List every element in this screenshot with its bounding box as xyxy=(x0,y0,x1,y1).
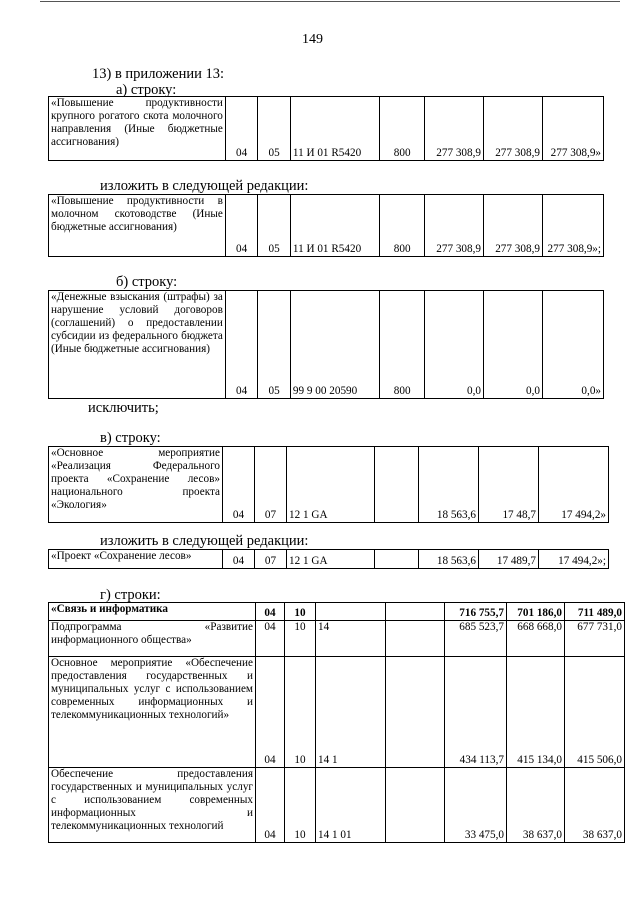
amount-1: 277 308,9 xyxy=(425,97,484,161)
amount-3: 17 494,2» xyxy=(539,447,609,523)
table-row xyxy=(49,657,625,768)
target-article-code: 14 1 01 xyxy=(316,768,386,843)
amount-3: 711 489,0 xyxy=(565,603,625,621)
section-heading: 13) в приложении 13: xyxy=(92,66,225,82)
row-description: «Проект «Сохранение лесов» xyxy=(49,550,223,569)
table-row xyxy=(49,291,604,399)
top-rule xyxy=(40,1,620,2)
row-description: Обеспечение предоставления государственных и муниципальных услуг с использованием современных информационных и телекоммуникационных технологий xyxy=(49,768,256,843)
amount-3: 17 494,2»; xyxy=(539,550,609,569)
row-description: «Повышение продуктивности в молочном скотоводстве (Иные бюджетные ассигнования) xyxy=(49,195,226,257)
table-row xyxy=(49,97,604,161)
amount-2: 277 308,9 xyxy=(484,195,543,257)
item-v-replace-label: изложить в следующей редакции: xyxy=(100,533,309,549)
amount-1: 434 113,7 xyxy=(445,657,507,768)
amount-1: 716 755,7 xyxy=(445,603,507,621)
page-number: 149 xyxy=(302,32,323,47)
amount-2: 415 134,0 xyxy=(507,657,565,768)
section-code: 04 xyxy=(223,550,255,569)
table-row xyxy=(49,447,609,523)
subsection-code: 10 xyxy=(285,621,316,657)
expense-type-code xyxy=(375,447,419,523)
row-description: «Повышение продуктивности крупного рогатого скота молочного направления (Иные бюджетные ассигнования) xyxy=(49,97,226,161)
section-code: 04 xyxy=(223,447,255,523)
amount-1: 685 523,7 xyxy=(445,621,507,657)
amount-3: 38 637,0 xyxy=(565,768,625,843)
table-row xyxy=(49,768,625,843)
section-code: 04 xyxy=(256,603,285,621)
subsection-code: 05 xyxy=(258,291,291,399)
section-code: 04 xyxy=(225,291,258,399)
table-a-original xyxy=(48,96,604,161)
target-article-code xyxy=(316,603,386,621)
amount-3: 415 506,0 xyxy=(565,657,625,768)
target-article-code: 14 1 xyxy=(316,657,386,768)
table-row xyxy=(49,550,609,569)
amount-2: 277 308,9 xyxy=(484,97,543,161)
subsection-code: 05 xyxy=(258,97,291,161)
subsection-code: 10 xyxy=(285,657,316,768)
item-v-label: в) строку: xyxy=(100,430,161,446)
expense-type-code: 800 xyxy=(380,97,425,161)
expense-type-code xyxy=(386,768,445,843)
target-article-code: 11 И 01 R5420 xyxy=(290,97,379,161)
table-row xyxy=(49,603,625,621)
subsection-code: 07 xyxy=(255,550,287,569)
item-a-label: а) строку: xyxy=(116,82,177,98)
table-row xyxy=(49,621,625,657)
item-a-replace-label: изложить в следующей редакции: xyxy=(100,178,309,194)
amount-2: 668 668,0 xyxy=(507,621,565,657)
amount-2: 701 186,0 xyxy=(507,603,565,621)
subsection-code: 10 xyxy=(285,768,316,843)
table-v-original xyxy=(48,446,609,523)
amount-3: 0,0» xyxy=(542,291,603,399)
section-code: 04 xyxy=(256,621,285,657)
amount-2: 0,0 xyxy=(484,291,543,399)
amount-1: 18 563,6 xyxy=(419,550,479,569)
section-code: 04 xyxy=(256,768,285,843)
expense-type-code xyxy=(386,603,445,621)
item-g-label: г) строки: xyxy=(100,587,161,603)
table-a-new xyxy=(48,194,604,257)
item-b-exclude-label: исключить; xyxy=(88,400,159,416)
row-description: «Связь и информатика xyxy=(49,603,256,621)
amount-1: 33 475,0 xyxy=(445,768,507,843)
amount-1: 0,0 xyxy=(425,291,484,399)
target-article-code: 14 xyxy=(316,621,386,657)
amount-2: 17 489,7 xyxy=(479,550,539,569)
expense-type-code xyxy=(386,657,445,768)
amount-3: 677 731,0 xyxy=(565,621,625,657)
section-code: 04 xyxy=(225,195,258,257)
expense-type-code: 800 xyxy=(380,195,425,257)
table-v-new xyxy=(48,549,609,569)
section-code: 04 xyxy=(225,97,258,161)
subsection-code: 05 xyxy=(258,195,291,257)
row-description: Основное мероприятие «Обеспечение предоставления государственных и муниципальных услуг с использованием современных информационных и телекоммуникационных технологий» xyxy=(49,657,256,768)
section-code: 04 xyxy=(256,657,285,768)
expense-type-code: 800 xyxy=(380,291,425,399)
amount-1: 18 563,6 xyxy=(419,447,479,523)
expense-type-code xyxy=(375,550,419,569)
table-row xyxy=(49,195,604,257)
item-b-label: б) строку: xyxy=(116,274,178,290)
amount-3: 277 308,9» xyxy=(542,97,603,161)
row-description: «Денежные взыскания (штрафы) за нарушение условий договоров (соглашений) о предоставлении субсидии из федерального бюджета (Иные бюджетные ассигнования) xyxy=(49,291,226,399)
target-article-code: 12 1 GA xyxy=(287,550,375,569)
row-description: Подпрограмма «Развитие информационного общества» xyxy=(49,621,256,657)
amount-2: 17 48,7 xyxy=(479,447,539,523)
subsection-code: 10 xyxy=(285,603,316,621)
amount-1: 277 308,9 xyxy=(425,195,484,257)
row-description: «Основное мероприятие «Реализация Федерального проекта «Сохранение лесов» национального проекта «Экология» xyxy=(49,447,223,523)
amount-3: 277 308,9»; xyxy=(542,195,603,257)
target-article-code: 11 И 01 R5420 xyxy=(290,195,379,257)
amount-2: 38 637,0 xyxy=(507,768,565,843)
target-article-code: 12 1 GA xyxy=(287,447,375,523)
table-g xyxy=(48,602,625,843)
expense-type-code xyxy=(386,621,445,657)
target-article-code: 99 9 00 20590 xyxy=(290,291,379,399)
subsection-code: 07 xyxy=(255,447,287,523)
table-b xyxy=(48,290,604,399)
